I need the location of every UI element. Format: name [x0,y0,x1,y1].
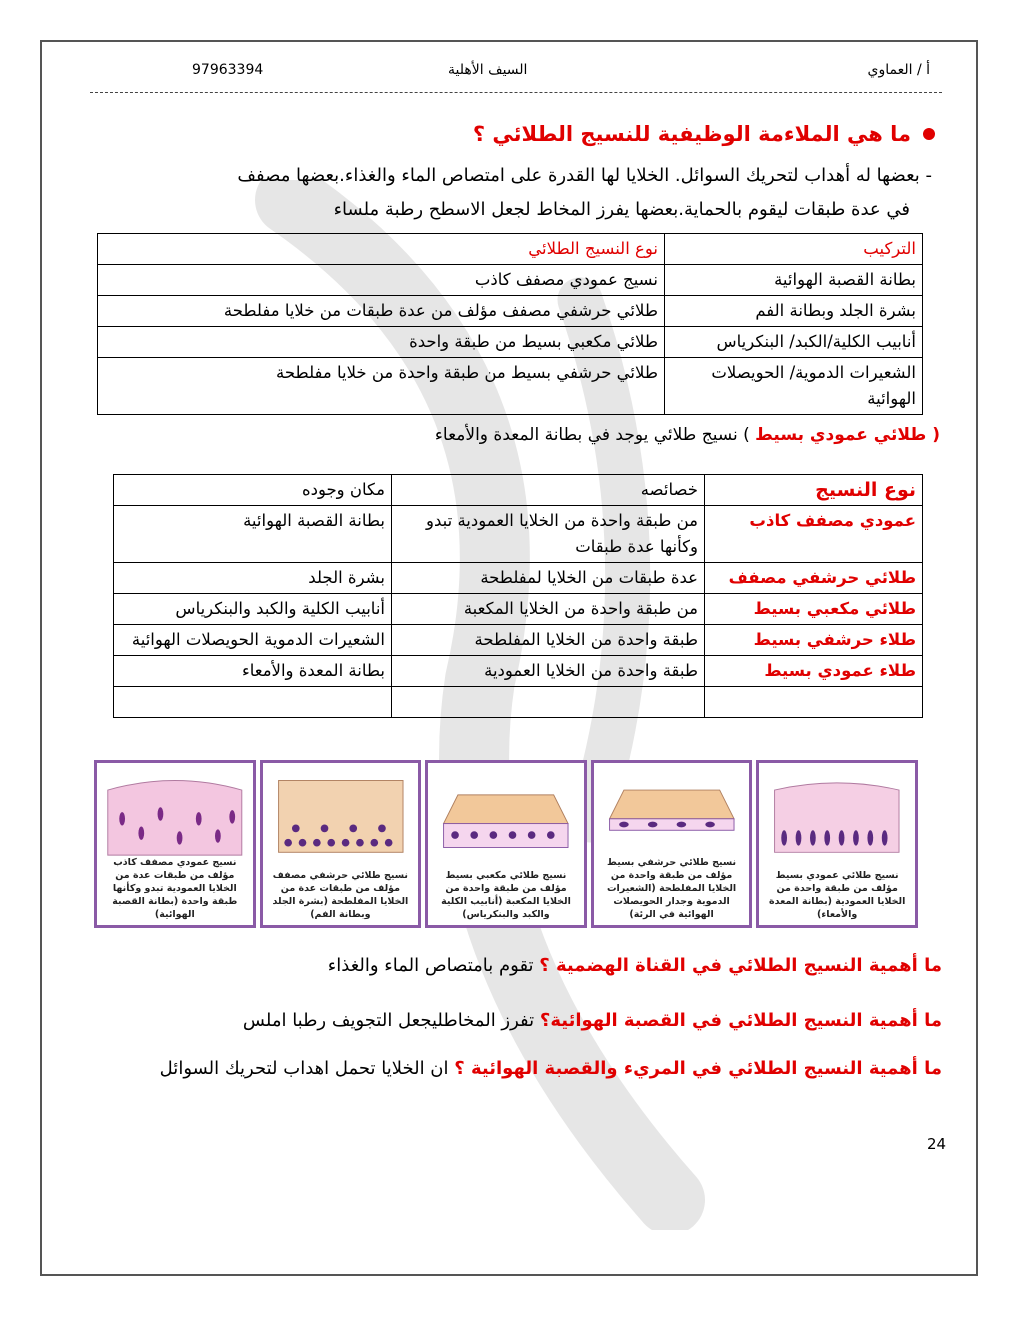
question-text: ما أهمية النسيج الطلائي في القناة الهضمية ؟ [539,955,942,976]
simple-squamous-tissue-icon [600,769,744,859]
bullet-icon [923,128,935,140]
table-row [114,687,923,718]
table-cell: طلاء عمودي بسيط [705,656,923,687]
stratified-squamous-tissue-icon [269,769,413,859]
table-header-row [98,234,923,265]
tissue-caption: نسيج طلائي حرشفي مصفف مؤلف من طبقات عدة من الخلايا المفلطحة (بشرة الجلد وبطانة الفم) [272,870,409,920]
tissue-panel-pseudostratified [94,760,256,928]
table-cell: طبقة واحدة من الخلايا العمودية [392,656,705,687]
table-cell: عدة طبقات من الخلايا لمفلطحة [392,563,705,594]
answer-text: ان الخلايا تحمل اهداب لتحريك السوائل [159,1058,449,1079]
table-cell: طلائي حرشفي مصفف مؤلف من عدة طبقات من خلايا مفلطحة [98,296,665,327]
simple-columnar-tissue-icon [765,769,909,859]
table-header-cell: نوع النسيج الطلائي [98,234,665,265]
intro-line-2: في عدة طبقات ليقوم بالحماية.بعضها يفرز المخاط لجعل الاسطح رطبة ملساء [333,199,910,220]
table-row [98,358,923,415]
table-row [98,327,923,358]
answer-text: تقوم بامتصاص الماء والغذاء [327,955,534,976]
table-cell: بطانة القصبة الهوائية [665,265,923,296]
table-cell [392,687,705,718]
table-cell: الشعيرات الدموية/ الحويصلات الهوائية [665,358,923,415]
table-cell: من طبقة واحدة من الخلايا العمودية تبدو وكأنها عدة طبقات [392,506,705,563]
header-phone: 97963394 [192,62,264,78]
section-title-text: ما هي الملاءمة الوظيفية للنسيج الطلائي ؟ [472,122,911,146]
tissue-panel-cuboidal [425,760,587,928]
table-row [114,594,923,625]
table-cell: طلائي حرشفي بسيط من طبقة واحدة من خلايا مفلطحة [98,358,665,415]
table-cell: أنابيب الكلية/الكبد/ البنكرياس [665,327,923,358]
tissue-caption: نسيج طلائي مكعبي بسيط مؤلف من طبقة واحدة من الخلايا المكعبة (أنابيب الكلية والكبد والبنكرياس) [441,870,571,920]
tissue-caption: نسيج طلائي حرشفي بسيط مؤلف من طبقة واحدة من الخلايا المفلطحة (الشعيرات الدموية وجدار الحويصلات الهوائية في الرئة) [606,857,737,920]
table-cell: طلائي حرشفي مصفف [705,563,923,594]
question-text: ما أهمية النسيج الطلائي في المريء والقصبة الهوائية ؟ [454,1058,942,1079]
table-cell: طلائي مكعبي بسيط [705,594,923,625]
header-divider [90,92,942,93]
tissue-images-row [94,760,918,928]
page-number: 24 [927,1135,947,1153]
note-highlight: ( طلائي عمودي بسيط [755,425,940,445]
table-header-row [114,475,923,506]
table-row [114,506,923,563]
table-cell: بشرة الجلد وبطانة الفم [665,296,923,327]
question-3 [160,1058,942,1079]
question-1 [328,955,942,976]
header-school: السيف الأهلية [448,62,528,78]
table-cell: نسيج عمودي مصفف كاذب [98,265,665,296]
tissue-panel-simple-squamous [591,760,753,928]
table-cell [114,687,392,718]
intro-line-1: - بعضها له أهداب لتحريك السوائل. الخلايا لها القدرة على امتصاص الماء والغذاء.بعضها مصفف [237,165,932,186]
table-header-cell: خصائصه [392,475,705,506]
table-header-cell: مكان وجوده [114,475,392,506]
tissue-caption: نسيج طلائي عمودي بسيط مؤلف من طبقة واحدة من الخلايا العمودية (بطانة المعدة والأمعاء) [768,870,906,920]
table-cell: بطانة المعدة والأمعاء [114,656,392,687]
table-cell [705,687,923,718]
table-row [114,563,923,594]
table-cell: عمودي مصفف كاذب [705,506,923,563]
table-cell: طلاء حرشفي بسيط [705,625,923,656]
table-cell: بشرة الجلد [114,563,392,594]
tissue-panel-stratified-squamous [260,760,422,928]
question-text: ما أهمية النسيج الطلائي في القصبة الهوائية؟ [539,1010,942,1031]
structure-table [97,233,923,415]
section-title [473,122,935,146]
table-cell: بطانة القصبة الهوائية [114,506,392,563]
table-cell: أنابيب الكلية والكبد والبنكرياس [114,594,392,625]
table-row [98,265,923,296]
table-cell: الشعيرات الدموية الحويصلات الهوائية [114,625,392,656]
table-cell: من طبقة واحدة من الخلايا المكعبة [392,594,705,625]
table-cell: طبقة واحدة من الخلايا المفلطحة [392,625,705,656]
table-row [98,296,923,327]
header-teacher: أ / العماوي [867,62,930,78]
answer-text: تفرز المخاطليجعل التجويف رطبا املس [242,1010,535,1031]
table-row [114,625,923,656]
tissue-caption: نسيج عمودي مصفف كاذب مؤلف من طبقات عدة من الخلايا العمودية تبدو وكأنها طبقة واحدة (بطانة القصبة الهوائية) [112,857,238,920]
question-2 [243,1010,942,1031]
table-header-cell: التركيب [665,234,923,265]
simple-columnar-note [435,425,940,445]
tissue-types-table [113,474,923,718]
table-header-cell: نوع النسيج [705,475,923,506]
pseudostratified-tissue-icon [103,769,247,859]
table-row [114,656,923,687]
table-cell: طلائي مكعبي بسيط من طبقة واحدة [98,327,665,358]
tissue-panel-simple-columnar [756,760,918,928]
note-text: ) نسيج طلائي يوجد في بطانة المعدة والأمعاء [434,425,750,445]
cuboidal-tissue-icon [434,769,578,859]
